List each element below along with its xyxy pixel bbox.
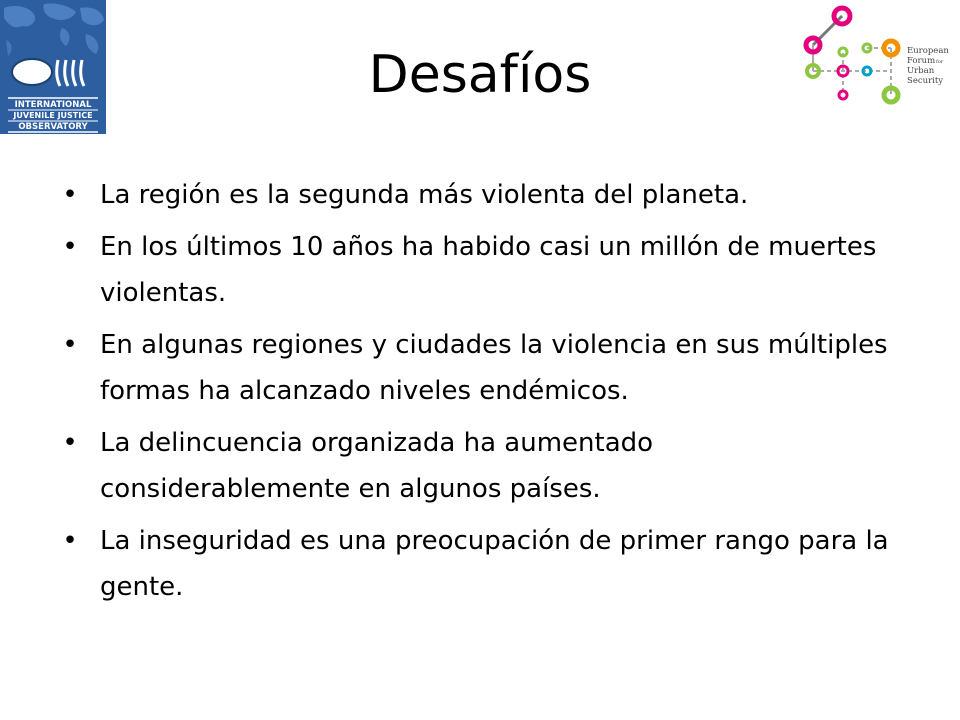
- efus-name-line-2: Forum: [907, 56, 936, 66]
- bullet-item: [60, 224, 900, 316]
- bullet-text: En algunas regiones y ciudades la violencia en sus múltiples formas ha alcanzado niveles endémicos.: [100, 330, 888, 406]
- bullet-text: La región es la segunda más violenta del planeta.: [100, 180, 749, 210]
- efus-name-line-5: Security: [907, 76, 944, 86]
- bullet-list: [60, 172, 900, 616]
- bullet-item: [60, 172, 900, 218]
- oijj-name-line-3: OBSERVATORY: [18, 122, 88, 132]
- bullet-item: [60, 322, 900, 414]
- efus-logo: [795, 3, 960, 108]
- efus-name-line-3: for: [936, 59, 944, 65]
- bullet-item: [60, 420, 900, 512]
- efus-name-line-4: Urban: [907, 66, 935, 76]
- bullet-text: La inseguridad es una preocupación de primer rango para la gente.: [100, 526, 889, 602]
- bullet-item: [60, 518, 900, 610]
- oijj-name-line-2: JUVENILE JUSTICE: [13, 111, 93, 120]
- bullet-marker: •: [62, 330, 78, 360]
- bullet-marker: •: [62, 232, 78, 262]
- bullet-text: La delincuencia organizada ha aumentado considerablemente en algunos países.: [100, 428, 654, 504]
- bullet-marker: •: [62, 428, 78, 458]
- bullet-text: En los últimos 10 años ha habido casi un millón de muertes violentas.: [100, 232, 877, 308]
- oijj-name-line-1: INTERNATIONAL: [14, 100, 92, 110]
- bullet-marker: •: [62, 180, 78, 210]
- oijj-logo: [0, 0, 106, 134]
- efus-name-line-1: European: [907, 46, 949, 56]
- bullet-marker: •: [62, 526, 78, 556]
- slide-title: Desafíos: [368, 45, 592, 105]
